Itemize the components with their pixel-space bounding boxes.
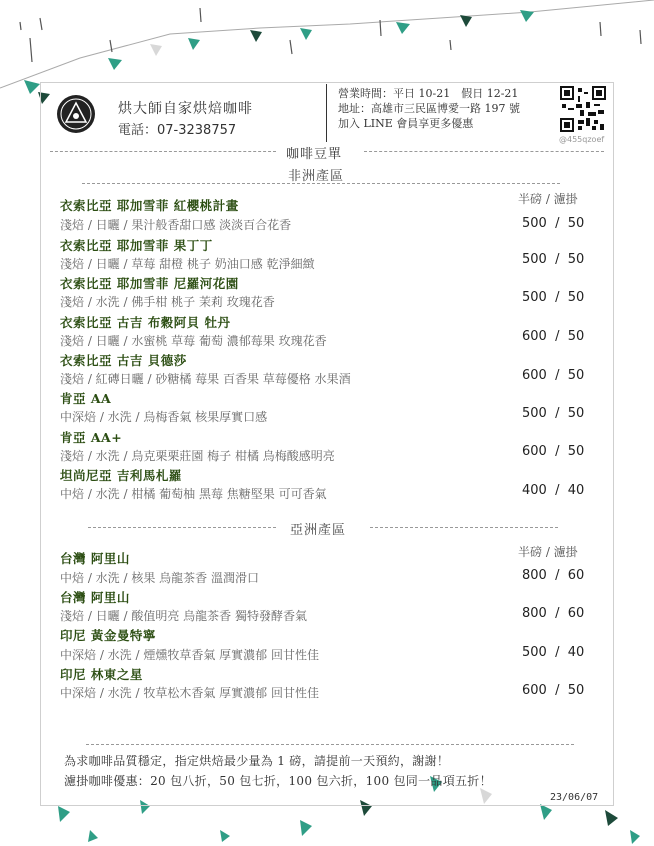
price-column-header: 半磅 / 濾掛 — [518, 545, 578, 559]
title-divider-left — [50, 151, 276, 152]
coffee-item-price: 800 / 60 — [522, 568, 585, 583]
shop-name: 烘大師自家烘焙咖啡 — [118, 101, 253, 117]
coffee-item-name: 衣索比亞 耶加雪菲 果丁丁 — [60, 238, 213, 253]
menu-title: 咖啡豆單 — [286, 147, 343, 162]
coffee-item-price: 500 / 50 — [522, 290, 585, 305]
region-divider-asia-right — [370, 527, 558, 528]
shop-phone: 電話：07-3238757 — [118, 123, 237, 138]
shop-address: 地址：高雄市三民區博愛一路 197 號 — [338, 102, 520, 115]
coffee-item-desc: 中焙 / 水洗 / 柑橘 葡萄柚 黑莓 焦糖堅果 可可香氣 — [60, 487, 327, 501]
coffee-item-price: 500 / 50 — [522, 406, 585, 421]
coffee-item-name: 衣索比亞 古吉 布穀阿貝 牡丹 — [60, 315, 231, 330]
coffee-item-name: 台灣 阿里山 — [60, 551, 130, 566]
line-id: @455qzoef — [559, 135, 605, 144]
coffee-item-price: 600 / 50 — [522, 444, 585, 459]
shop-info — [338, 86, 520, 131]
footer-note-order: 為求咖啡品質穩定，指定烘焙最少量為 1 磅，請提前一天預約，謝謝！ — [64, 754, 450, 768]
info-divider — [326, 84, 327, 142]
coffee-item-desc: 中深焙 / 水洗 / 烏梅香氣 核果厚實口感 — [60, 410, 268, 424]
coffee-item-desc: 淺焙 / 日曬 / 果汁般香甜口感 淡淡百合花香 — [60, 218, 292, 232]
title-divider-right — [364, 151, 604, 152]
coffee-item-desc: 中焙 / 水洗 / 核果 烏龍茶香 溫潤滑口 — [60, 571, 259, 585]
coffee-item-name: 衣索比亞 耶加雪菲 紅櫻桃計畫 — [60, 198, 239, 213]
coffee-item-desc: 淺焙 / 日曬 / 酸值明亮 烏龍茶香 獨特發酵香氣 — [60, 609, 307, 623]
coffee-item-price: 500 / 40 — [522, 645, 585, 660]
coffee-item-name: 肯亞 AA — [60, 391, 112, 406]
coffee-item-price: 600 / 50 — [522, 368, 585, 383]
coffee-item-price: 800 / 60 — [522, 606, 585, 621]
footer-divider — [86, 744, 574, 745]
coffee-item-desc: 淺焙 / 日曬 / 水蜜桃 草莓 葡萄 濃郁莓果 玫瑰花香 — [60, 334, 327, 348]
coffee-item-name: 印尼 林東之星 — [60, 667, 143, 682]
coffee-item-desc: 淺焙 / 水洗 / 烏克栗栗莊園 梅子 柑橘 烏梅酸感明亮 — [60, 449, 335, 463]
coffee-item-name: 坦尚尼亞 吉利馬札羅 — [60, 468, 182, 483]
coffee-item-price: 400 / 40 — [522, 483, 585, 498]
region-title-africa: 非洲產區 — [288, 169, 345, 184]
coffee-item-name: 印尼 黃金曼特寧 — [60, 628, 156, 643]
coffee-item-name: 台灣 阿里山 — [60, 590, 130, 605]
coffee-item-desc: 中深焙 / 水洗 / 煙燻牧草香氣 厚實濃郁 回甘性佳 — [60, 648, 319, 662]
coffee-item-desc: 中深焙 / 水洗 / 牧草松木香氣 厚實濃郁 回甘性佳 — [60, 686, 319, 700]
footer-note-dripbag: 濾掛咖啡優惠：20 包八折，50 包七折，100 包六折，100 包同一品項五折！ — [64, 774, 492, 788]
region-divider-africa — [82, 183, 560, 184]
coffee-item-price: 600 / 50 — [522, 683, 585, 698]
coffee-item-name: 衣索比亞 耶加雪菲 尼羅河花園 — [60, 276, 239, 291]
shop-logo — [56, 94, 96, 134]
coffee-item-desc: 淺焙 / 水洗 / 佛手柑 桃子 茉莉 玫瑰花香 — [60, 295, 275, 309]
coffee-item-price: 500 / 50 — [522, 252, 585, 267]
region-title-asia: 亞洲產區 — [290, 523, 347, 538]
line-promo: 加入 LINE 會員享更多優惠 — [338, 117, 474, 130]
coffee-item-price: 500 / 50 — [522, 216, 585, 231]
line-qr-code-icon[interactable] — [560, 86, 606, 132]
coffee-item-price: 600 / 50 — [522, 329, 585, 344]
region-divider-asia-left — [88, 527, 276, 528]
menu-date: 23/06/07 — [550, 792, 599, 803]
coffee-item-name: 衣索比亞 古吉 貝德莎 — [60, 353, 187, 368]
business-hours: 營業時間：平日 10-21 假日 12-21 — [338, 87, 519, 100]
coffee-item-desc: 淺焙 / 日曬 / 草莓 甜橙 桃子 奶油口感 乾淨細緻 — [60, 257, 315, 271]
coffee-item-desc: 淺焙 / 紅磚日曬 / 砂糖橘 莓果 百香果 草莓優格 水果酒 — [60, 372, 351, 386]
coffee-item-name: 肯亞 AA+ — [60, 430, 123, 445]
price-column-header: 半磅 / 濾掛 — [518, 192, 578, 206]
